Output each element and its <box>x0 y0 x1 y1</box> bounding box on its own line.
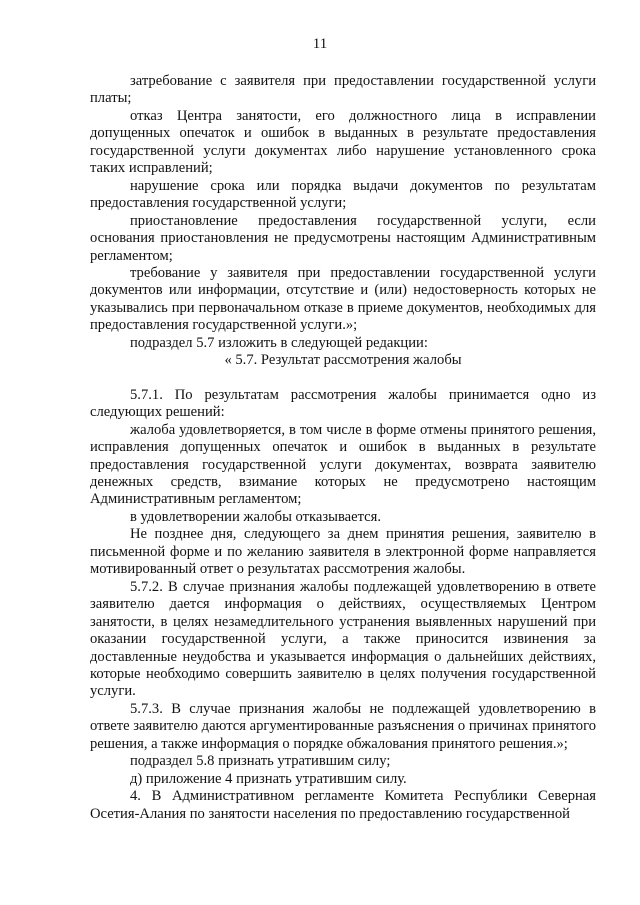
paragraph: требование у заявителя при предоставлении государственной услуги документов или информации, отсутствие и (или) недостоверность которых не указывались при первоначальном отказе в приеме документов, необходимых для предоставления государственной услуги.»; <box>90 264 596 334</box>
paragraph: подраздел 5.8 признать утратившим силу; <box>130 753 391 770</box>
document-body <box>90 73 596 823</box>
paragraph: 5.7.1. По результатам рассмотрения жалобы принимается одно из следующих решений: <box>90 386 596 421</box>
spacer <box>90 370 596 387</box>
paragraph: 5.7.2. В случае признания жалобы подлежащей удовлетворению в ответе заявителю дается информация о действиях, осуществляемых Центром занятости, в целях незамедлительного устранения выявленных нарушений при оказании государственной услуги, а также приносится извинения за доставленные неудобства и указывается информация о дальнейших действиях, которые необходимо совершить заявителю в целях получения государственной услуги. <box>90 578 596 700</box>
paragraph: подраздел 5.7 изложить в следующей редакции: <box>130 334 428 351</box>
paragraph: 4. В Административном регламенте Комитета Республики Северная Осетия-Алания по занятости населения по предоставлению государственной <box>90 788 596 822</box>
page-number: 11 <box>312 36 328 52</box>
paragraph: затребование с заявителя при предоставлении государственной услуги платы; <box>90 73 596 107</box>
paragraph: нарушение срока или порядка выдачи документов по результатам предоставления государственной услуги; <box>90 177 596 212</box>
paragraph: 5.7.3. В случае признания жалобы не подлежащей удовлетворению в ответе заявителю даются аргументированные разъяснения о причинах принятого решения, а также информация о порядке обжалования принятого решения.»; <box>90 700 596 752</box>
section-heading: « 5.7. Результат рассмотрения жалобы <box>224 352 462 369</box>
paragraph: Не позднее дня, следующего за днем принятия решения, заявителю в письменной форме и по желанию заявителя в электронной форме направляется мотивированный ответ о результатах рассмотрения жалобы. <box>90 526 596 578</box>
paragraph: жалоба удовлетворяется, в том числе в форме отмены принятого решения, исправления допущенных опечаток и ошибок в выданных в результате предоставления государственной услуги документах, возврата заявителю денежных средств, взимание которых не предусмотрено настоящим Административным регламентом; <box>90 421 596 508</box>
paragraph: отказ Центра занятости, его должностного лица в исправлении допущенных опечаток и ошибок в выданных в результате предоставления государственной услуги документах либо нарушение установленного срока таких исправлений; <box>90 107 596 177</box>
paragraph: д) приложение 4 признать утратившим силу. <box>130 770 407 787</box>
paragraph: в удовлетворении жалобы отказывается. <box>130 508 382 525</box>
paragraph: приостановление предоставления государственной услуги, если основания приостановления не предусмотрены настоящим Административным регламентом; <box>90 212 596 264</box>
